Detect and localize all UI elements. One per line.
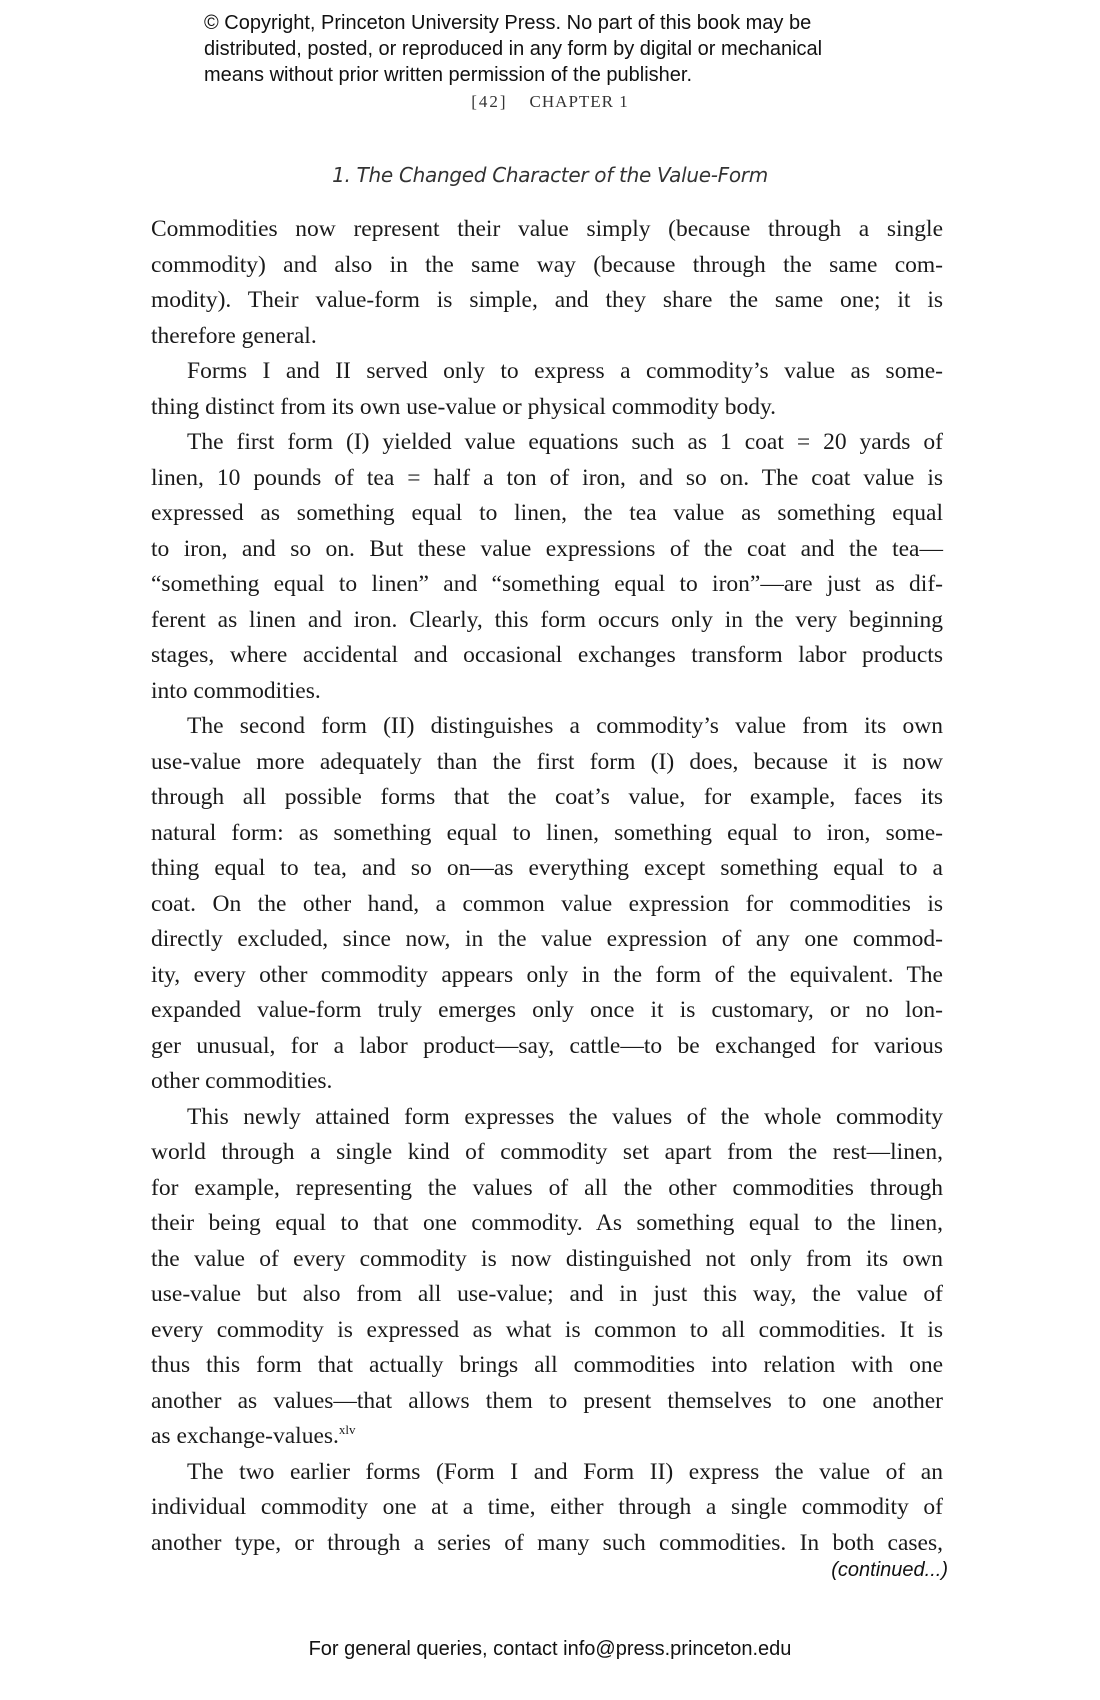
line-text: linen, 10 pounds of tea = half a ton of iron, and so on. The coat value is bbox=[151, 464, 943, 491]
text-line bbox=[151, 709, 943, 745]
line-text: thus this form that actually brings all commodities into relation with one bbox=[151, 1352, 943, 1378]
line-text: their being equal to that one commodity. As something equal to the linen, bbox=[151, 1210, 943, 1236]
line-text: every commodity is expressed as what is common to all commodities. It is bbox=[151, 1316, 943, 1343]
line-text: modity). Their value-form is simple, and they share the same one; it is bbox=[151, 287, 943, 313]
chapter-label: CHAPTER 1 bbox=[529, 92, 629, 111]
text-line bbox=[151, 1384, 943, 1420]
paragraph bbox=[151, 709, 943, 1100]
text-line bbox=[151, 745, 943, 781]
paragraph bbox=[151, 212, 943, 354]
text-line bbox=[151, 780, 943, 816]
line-text: directly excluded, since now, in the value expression of any one commod- bbox=[151, 926, 943, 952]
section-title: 1. The Changed Character of the Value-Form bbox=[332, 163, 768, 187]
text-line bbox=[151, 1419, 943, 1455]
running-head bbox=[0, 92, 1100, 112]
endnote-marker[interactable]: xlv bbox=[338, 1422, 356, 1438]
line-text: into commodities. bbox=[151, 677, 321, 704]
line-text: ger unusual, for a labor product—say, cattle—to be exchanged for various bbox=[151, 1032, 943, 1059]
text-line bbox=[151, 1206, 943, 1242]
text-line bbox=[151, 532, 943, 568]
text-line bbox=[151, 603, 943, 639]
paragraph bbox=[151, 1100, 943, 1455]
text-line bbox=[151, 993, 943, 1029]
line-text: to iron, and so on. But these value expressions of the coat and the tea— bbox=[151, 535, 943, 562]
text-line bbox=[151, 1135, 943, 1171]
copyright-line: © Copyright, Princeton University Press. No part of this book may be bbox=[204, 12, 812, 34]
text-line bbox=[151, 1029, 943, 1065]
line-text: individual commodity one at a time, either through a single commodity of bbox=[151, 1494, 943, 1520]
line-text: through all possible forms that the coat’s value, for example, faces its bbox=[151, 784, 943, 810]
text-line bbox=[151, 567, 943, 603]
text-line bbox=[151, 1242, 943, 1278]
text-line bbox=[151, 851, 943, 887]
paragraph bbox=[151, 1455, 943, 1562]
line-text: ferent as linen and iron. Clearly, this form occurs only in the very beginning bbox=[151, 606, 943, 633]
line-text: “something equal to linen” and “something equal to iron”—are just as dif- bbox=[151, 571, 943, 597]
text-line bbox=[151, 1064, 943, 1100]
line-text: Commodities now represent their value simply (because through a single bbox=[151, 216, 943, 242]
line-text: The first form (I) yielded value equations such as 1 coat = 20 yards of bbox=[187, 429, 943, 455]
copyright-notice bbox=[204, 10, 822, 88]
footer-contact: For general queries, contact info@press.princeton.edu bbox=[308, 1638, 792, 1660]
text-line bbox=[151, 283, 943, 319]
body-text bbox=[151, 212, 943, 1561]
line-text: expressed as something equal to linen, the tea value as something equal bbox=[151, 500, 943, 526]
text-line bbox=[151, 354, 943, 390]
text-line bbox=[151, 1313, 943, 1349]
line-text: commodity) and also in the same way (because through the same com- bbox=[151, 251, 943, 278]
text-line bbox=[151, 887, 943, 923]
line-text: as exchange-values. bbox=[151, 1423, 339, 1449]
line-text: Forms I and II served only to express a commodity’s value as some- bbox=[187, 358, 943, 384]
line-text: thing equal to tea, and so on—as everything except something equal to a bbox=[151, 855, 943, 881]
line-text: natural form: as something equal to linen, something equal to iron, some- bbox=[151, 819, 943, 846]
line-text: The second form (II) distinguishes a commodity’s value from its own bbox=[187, 713, 943, 739]
line-text: the value of every commodity is now distinguished not only from its own bbox=[151, 1245, 943, 1272]
text-line bbox=[151, 461, 943, 497]
text-line bbox=[151, 212, 943, 248]
line-text: coat. On the other hand, a common value expression for commodities is bbox=[151, 890, 943, 917]
line-text: for example, representing the values of all the other commodities through bbox=[151, 1174, 943, 1201]
line-text: use-value more adequately than the first form (I) does, because it is now bbox=[151, 748, 943, 775]
copyright-line: distributed, posted, or reproduced in any form by digital or mechanical bbox=[204, 38, 823, 60]
page-number: [42] bbox=[471, 92, 508, 111]
text-line bbox=[151, 390, 943, 426]
line-text: expanded value-form truly emerges only once it is customary, or no lon- bbox=[151, 997, 943, 1023]
text-line bbox=[151, 1455, 943, 1491]
text-line bbox=[151, 1526, 943, 1562]
text-line bbox=[151, 425, 943, 461]
text-line bbox=[151, 958, 943, 994]
text-line bbox=[151, 1171, 943, 1207]
paragraph bbox=[151, 425, 943, 709]
paragraph bbox=[151, 354, 943, 425]
text-line bbox=[151, 638, 943, 674]
line-text: therefore general. bbox=[151, 322, 317, 349]
line-text: ity, every other commodity appears only in the form of the equivalent. The bbox=[151, 961, 943, 988]
line-text: stages, where accidental and occasional exchanges transform labor products bbox=[151, 642, 943, 668]
text-line bbox=[151, 1348, 943, 1384]
line-text: use-value but also from all use-value; and in just this way, the value of bbox=[151, 1281, 943, 1307]
line-text: thing distinct from its own use-value or physical commodity body. bbox=[151, 393, 777, 420]
line-text: The two earlier forms (Form I and Form II) express the value of an bbox=[187, 1458, 943, 1485]
line-text: other commodities. bbox=[151, 1068, 333, 1094]
line-text: world through a single kind of commodity set apart from the rest—linen, bbox=[151, 1139, 943, 1165]
line-text: another type, or through a series of many such commodities. In both cases, bbox=[151, 1529, 943, 1556]
text-line bbox=[151, 1277, 943, 1313]
text-line bbox=[151, 922, 943, 958]
text-line bbox=[151, 496, 943, 532]
text-line bbox=[151, 674, 943, 710]
text-line bbox=[151, 319, 943, 355]
copyright-line: means without prior written permission of the publisher. bbox=[204, 64, 693, 86]
line-text: another as values—that allows them to present themselves to one another bbox=[151, 1387, 943, 1414]
continued-label: (continued...) bbox=[831, 1559, 948, 1581]
text-line bbox=[151, 248, 943, 284]
line-text: This newly attained form expresses the values of the whole commodity bbox=[187, 1103, 943, 1130]
text-line bbox=[151, 1100, 943, 1136]
text-line bbox=[151, 816, 943, 852]
text-line bbox=[151, 1490, 943, 1526]
